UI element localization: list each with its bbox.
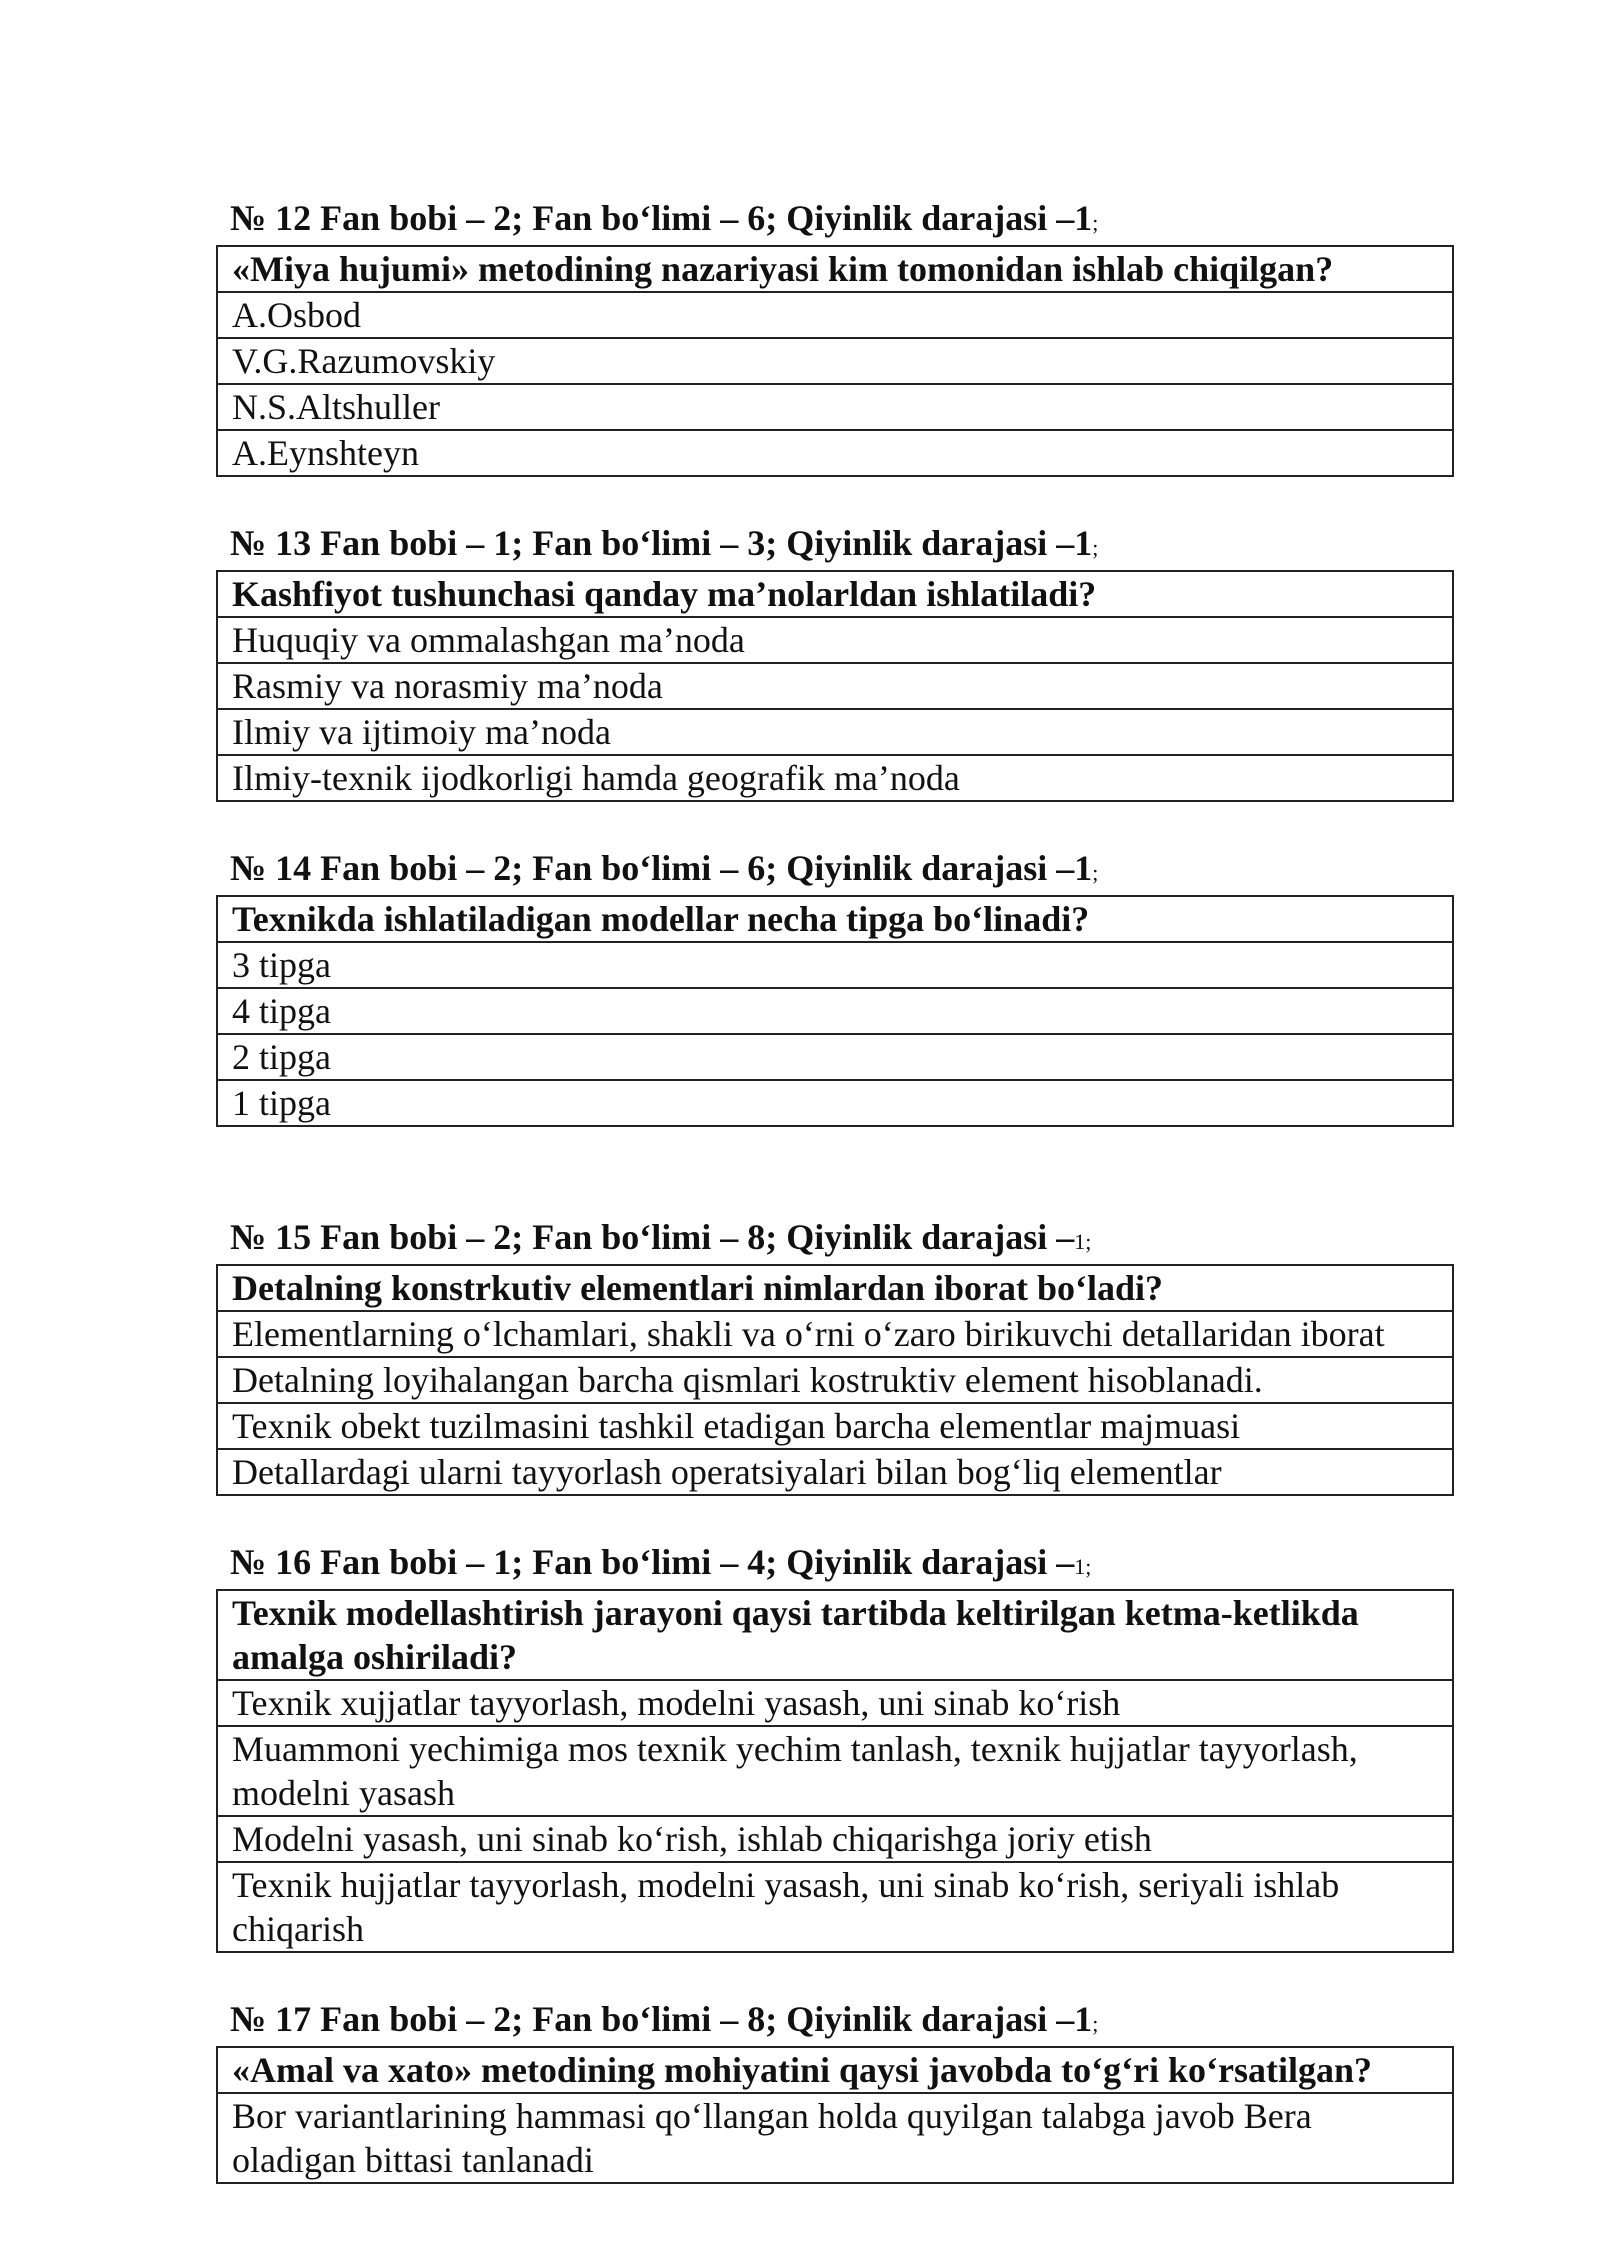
document-page [216,196,1454,2184]
answer-option: 3 tipga [217,942,1453,988]
question-header: № 14 Fan bobi – 2; Fan bo‘limi – 6; Qiyinlik darajasi –1; [230,848,1099,888]
question-block [216,846,1454,1127]
answer-option: N.S.Altshuller [217,384,1453,430]
table-row [217,1265,1453,1311]
question-block [216,196,1454,477]
question-table [216,570,1454,802]
table-row [217,942,1453,988]
question-block [216,1997,1454,2184]
table-row [217,1726,1453,1816]
answer-option: Rasmiy va norasmiy ma’noda [217,663,1453,709]
answer-option: Texnik obekt tuzilmasini tashkil etadigan barcha elementlar majmuasi [217,1403,1453,1449]
table-row [217,430,1453,476]
table-row [217,1034,1453,1080]
question-block [216,521,1454,802]
table-row [217,896,1453,942]
header-suffix: ; [1092,2011,1099,2036]
answer-option: Bor variantlarining hammasi qo‘llangan holda quyilgan talabga javob Bera oladigan bittasi tanlanadi [217,2093,1453,2183]
table-row [217,2093,1453,2183]
question-block [216,1540,1454,1953]
header-suffix: 1; [1074,1229,1092,1254]
question-block [216,1215,1454,1496]
question-table [216,245,1454,477]
question-text: Texnikda ishlatiladigan modellar necha tipga bo‘linadi? [217,896,1453,942]
answer-option: 4 tipga [217,988,1453,1034]
table-row [217,338,1453,384]
question-header: № 17 Fan bobi – 2; Fan bo‘limi – 8; Qiyinlik darajasi –1; [230,1999,1099,2039]
table-row [217,1590,1453,1680]
table-row [217,1311,1453,1357]
question-table [216,1589,1454,1953]
answer-option: Texnik hujjatlar tayyorlash, modelni yasash, uni sinab ko‘rish, seriyali ishlab chiqarish [217,1862,1453,1952]
table-row [217,617,1453,663]
answer-option: Detallardagi ularni tayyorlash operatsiyalari bilan bog‘liq elementlar [217,1449,1453,1495]
table-row [217,988,1453,1034]
question-header: № 16 Fan bobi – 1; Fan bo‘limi – 4; Qiyinlik darajasi –1; [230,1542,1092,1582]
header-suffix: ; [1092,210,1099,235]
header-suffix: ; [1092,535,1099,560]
question-table [216,1264,1454,1496]
question-text: «Amal va xato» metodining mohiyatini qaysi javobda to‘g‘ri ko‘rsatilgan? [217,2047,1453,2093]
table-row [217,709,1453,755]
answer-option: V.G.Razumovskiy [217,338,1453,384]
question-header: № 13 Fan bobi – 1; Fan bo‘limi – 3; Qiyinlik darajasi –1; [230,523,1099,563]
answer-option: 1 tipga [217,1080,1453,1126]
table-row [217,571,1453,617]
answer-option: Muammoni yechimiga mos texnik yechim tanlash, texnik hujjatlar tayyorlash, modelni yasash [217,1726,1453,1816]
header-suffix: 1; [1074,1554,1092,1579]
table-row [217,2047,1453,2093]
answer-option: Ilmiy-texnik ijodkorligi hamda geografik ma’noda [217,755,1453,801]
question-text: Texnik modellashtirish jarayoni qaysi tartibda keltirilgan ketma-ketlikda amalga oshiriladi? [217,1590,1453,1680]
table-row [217,1449,1453,1495]
answer-option: 2 tipga [217,1034,1453,1080]
question-text: Kashfiyot tushunchasi qanday ma’nolarldan ishlatiladi? [217,571,1453,617]
answer-option: Modelni yasash, uni sinab ko‘rish, ishlab chiqarishga joriy etish [217,1816,1453,1862]
table-row [217,1816,1453,1862]
question-text: «Miya hujumi» metodining nazariyasi kim tomonidan ishlab chiqilgan? [217,246,1453,292]
table-row [217,755,1453,801]
question-table [216,895,1454,1127]
table-row [217,1357,1453,1403]
question-header: № 12 Fan bobi – 2; Fan bo‘limi – 6; Qiyinlik darajasi –1; [230,198,1099,238]
table-row [217,246,1453,292]
answer-option: Texnik xujjatlar tayyorlash, modelni yasash, uni sinab ko‘rish [217,1680,1453,1726]
answer-option: Detalning loyihalangan barcha qismlari kostruktiv element hisoblanadi. [217,1357,1453,1403]
question-table [216,2046,1454,2184]
answer-option: Ilmiy va ijtimoiy ma’noda [217,709,1453,755]
answer-option: Huquqiy va ommalashgan ma’noda [217,617,1453,663]
table-row [217,1080,1453,1126]
question-text: Detalning konstrkutiv elementlari nimlardan iborat bo‘ladi? [217,1265,1453,1311]
table-row [217,384,1453,430]
table-row [217,292,1453,338]
question-header: № 15 Fan bobi – 2; Fan bo‘limi – 8; Qiyinlik darajasi –1; [230,1217,1092,1257]
table-row [217,1862,1453,1952]
table-row [217,1403,1453,1449]
answer-option: Elementlarning o‘lchamlari, shakli va o‘rni o‘zaro birikuvchi detallaridan iborat [217,1311,1453,1357]
answer-option: A.Eynshteyn [217,430,1453,476]
answer-option: A.Osbod [217,292,1453,338]
table-row [217,1680,1453,1726]
header-suffix: ; [1092,860,1099,885]
table-row [217,663,1453,709]
